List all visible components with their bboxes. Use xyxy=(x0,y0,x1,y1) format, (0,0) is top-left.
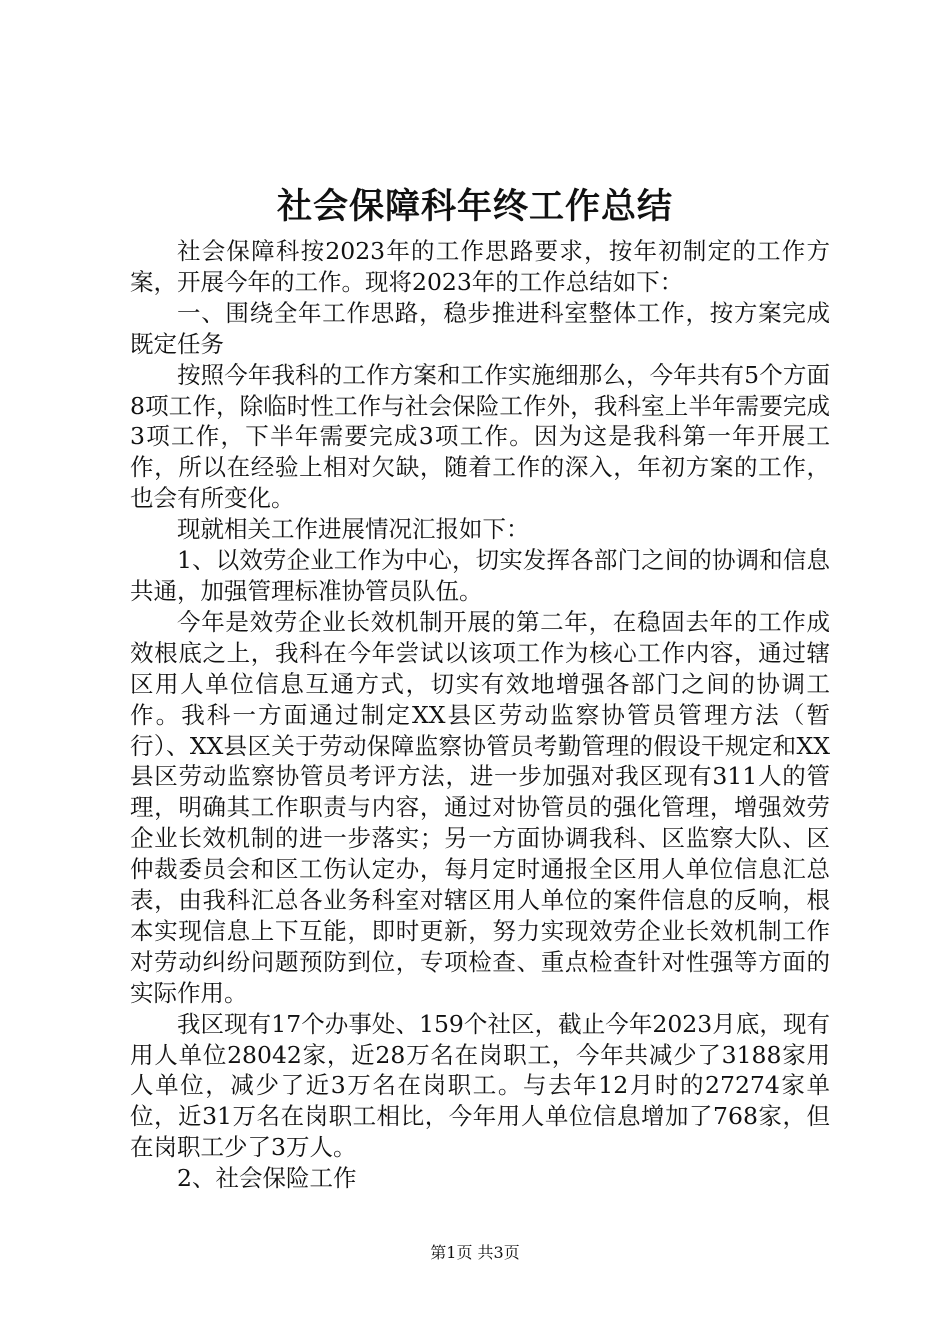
paragraph-report-intro: 现就相关工作进展情况汇报如下： xyxy=(177,515,530,544)
page-footer: 第1页 共3页 xyxy=(430,1243,520,1262)
document-title: 社会保障科年终工作总结 xyxy=(276,186,673,227)
subsection-heading-2: 2、社会保险工作 xyxy=(177,1164,357,1193)
paragraph-service-mechanism: 今年是效劳企业长效机制开展的第二年，在稳固去年的工作成效根底之上，我科在今年尝试以该项工作为核心工作内容，通过辖区用人单位信息互通方式，切实有效地增强各部门之间的协调工作。我科一方面通过制定XX县区劳动监察协管员管理方法（暂行）、XX县区关于劳动保障监察协管员考勤管理的假设干规定和XX县区劳动监察协管员考评方法，进一步加强对我区现有311人的管理，明确其工作职责与内容，通过对协管员的强化管理，增强效劳企业长效机制的进一步落实；另一方面协调我科、区监察大队、区仲裁委员会和区工伤认定办，每月定时通报全区用人单位信息汇总表，由我科汇总各业务科室对辖区用人单位的案件信息的反响，根本实现信息上下互能，即时更新，努力实现效劳企业长效机制工作对劳动纠纷问题预防到位，专项检查、重点检查针对性强等方面的实际作用。 xyxy=(130,607,830,1007)
paragraph-intro: 社会保障科按2023年的工作思路要求，按年初制定的工作方案，开展今年的工作。现将2023年的工作总结如下： xyxy=(130,237,830,296)
section-heading-1: 一、围绕全年工作思路，稳步推进科室整体工作，按方案完成既定任务 xyxy=(130,298,830,358)
document-body xyxy=(130,236,830,1194)
paragraph-plan: 按照今年我科的工作方案和工作实施细那么，今年共有5个方面8项工作，除临时性工作与社会保险工作外，我科室上半年需要完成3项工作，下半年需要完成3项工作。因为这是我科第一年开展工作，所以在经验上相对欠缺，随着工作的深入，年初方案的工作，也会有所变化。 xyxy=(130,360,830,513)
subsection-heading-1: 1、以效劳企业工作为中心，切实发挥各部门之间的协调和信息共通，加强管理标准协管员队伍。 xyxy=(130,546,830,605)
paragraph-statistics: 我区现有17个办事处、159个社区，截止今年2023月底，现有用人单位28042家，近28万名在岗职工，今年共减少了3188家用人单位，减少了近3万名在岗职工。与去年12月时的27274家单位，近31万名在岗职工相比，今年用人单位信息增加了768家，但在岗职工少了3万人。 xyxy=(130,1009,830,1162)
